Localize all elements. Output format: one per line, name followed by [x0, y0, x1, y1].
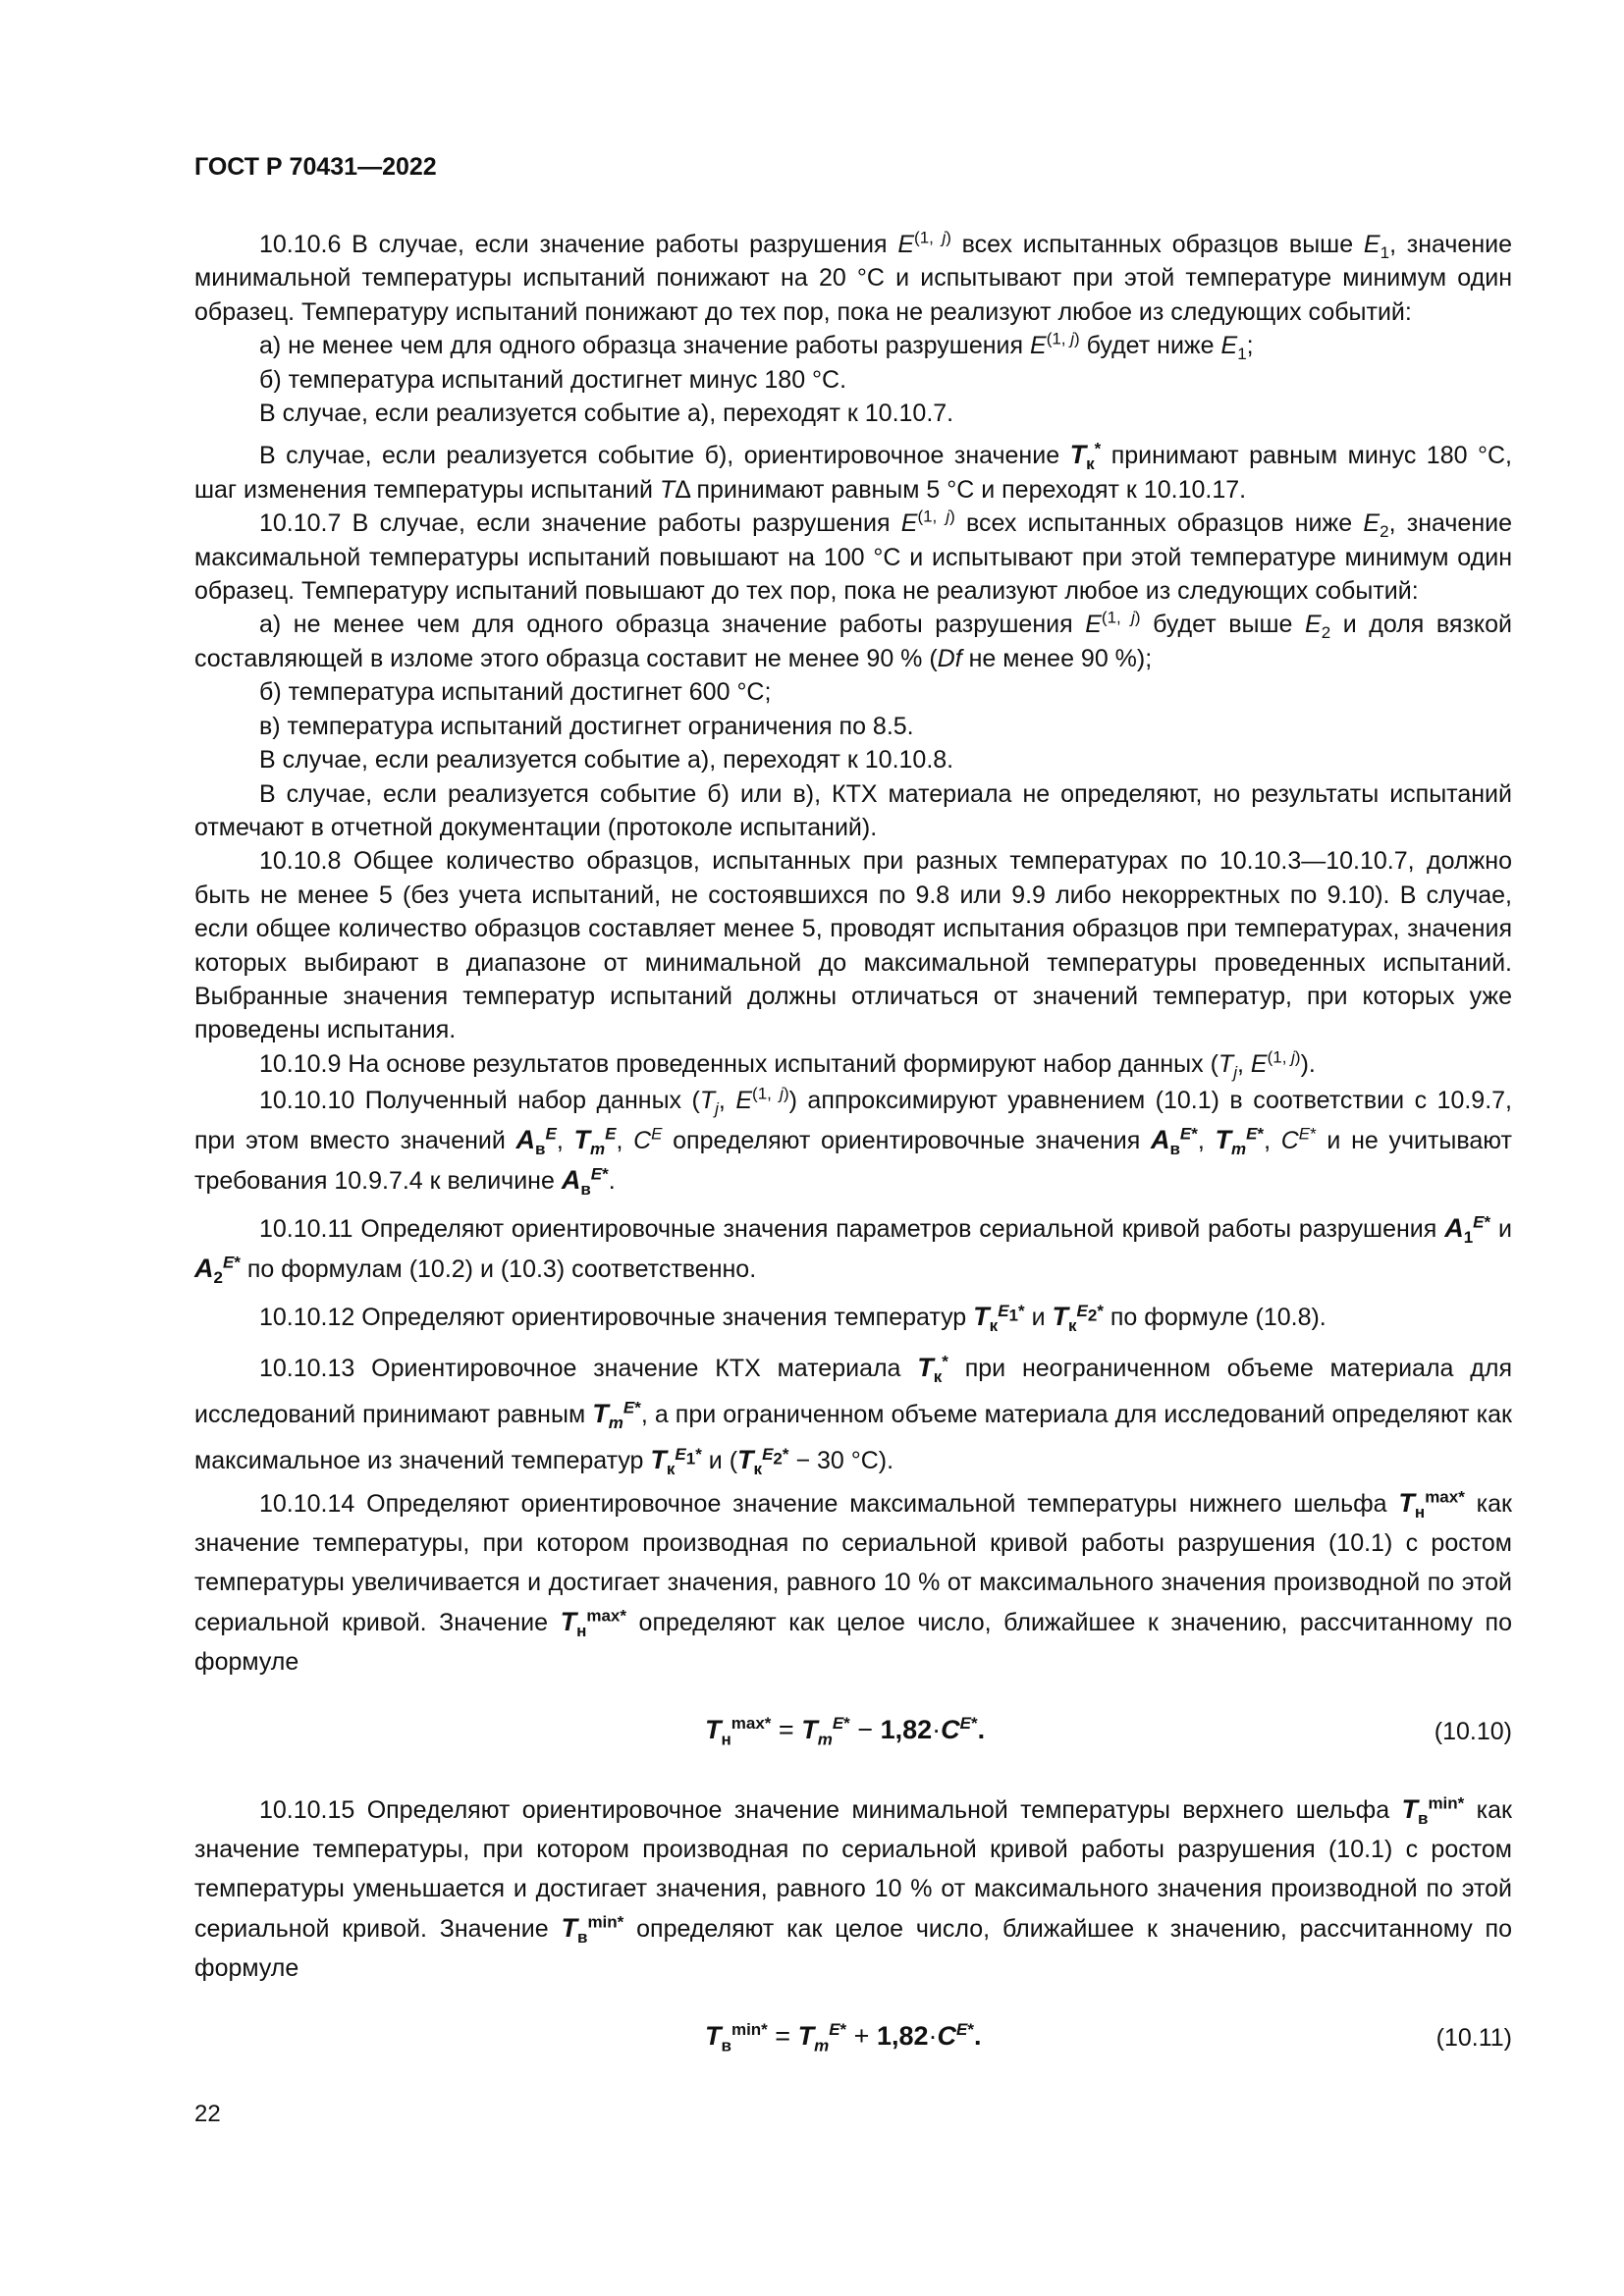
paragraph-10-10-7-a: а) не менее чем для одного образца значение работы разрушения E$^{(1, j)}$ будет выше $E_2$ и доля вязкой составляющей в изломе этого образца составит не менее 90 % (Df не менее 90 %); — [194, 609, 1512, 672]
formula-10-11 — [194, 2007, 1512, 2064]
paragraph-10-10-14: 10.10.14 Определяют ориентировочное значение максимальной температуры нижнего шельфа $T_н^{max*}$ как значение температуры, при котором производная по сериальной кривой работы разрушения (10.1) с ростом температуры увеличивается и достигает значения, равного 10 % от максимального значения производной по этой сериальной кривой. Значение $T_н^{max*}$ определяют как целое число, ближайшее к значению, рассчитанному по формуле — [194, 1487, 1512, 1677]
paragraph-10-10-6-b: б) температура испытаний достигнет минус 180 °С. — [259, 365, 847, 394]
paragraph-10-10-6-d: В случае, если реализуется событие б), ориентировочное значение $T_к^*$ принимают равным минус 180 °С, шаг изменения температуры испытаний TΔ принимают равным 5 °С и переходят к 10.10.17. — [194, 440, 1512, 504]
paragraph-10-10-7-c: в) температура испытаний достигнет ограничения по 8.5. — [259, 712, 914, 740]
document-body — [194, 228, 1512, 2096]
paragraph-10-10-6: 10.10.6 В случае, если значение работы разрушения E$^{(1, j)}$ всех испытанных образцов выше $E_1$, значение минимальной температуры испытаний понижают на 20 °С и испытывают при этой температуре минимум один образец. Температуру испытаний понижают до тех пор, пока не реализуют любое из следующих событий: — [194, 228, 1513, 326]
paragraph-10-10-10: 10.10.10 Полученный набор данных ($T_j$, E$^{(1, j)}$) аппроксимируют уравнением (10.1) в соответствии с 10.9.7, при этом вместо значений $A_в^E$, $T_m^E$, $C^E$ определяют ориентировочные значения $A_в^{E*}$, $T_m^{E*}$, $C^{E*}$ и не учитывают требования 10.9.7.4 к величине $A_в^{E*}$. — [194, 1084, 1513, 1200]
formula-number: (10.10) — [1434, 1718, 1512, 1746]
paragraph-10-10-15: 10.10.15 Определяют ориентировочное значение минимальной температуры верхнего шельфа $T_в^{min*}$ как значение температуры, при котором производная по сериальной кривой работы разрушения (10.1) с ростом температуры уменьшается и достигает значения, равного 10 % от максимального значения производной по этой сериальной кривой. Значение $T_в^{min*}$ определяют как целое число, ближайшее к значению, рассчитанному по формуле — [194, 1793, 1512, 1983]
formula-number: (10.11) — [1435, 2024, 1512, 2053]
formula-10-10 — [194, 1701, 1512, 1758]
document-header: ГОСТ Р 70431—2022 — [194, 153, 437, 181]
paragraph-10-10-6-a: а) не менее чем для одного образца значение работы разрушения E$^{(1, j)}$ будет ниже $E_1$; — [259, 329, 1254, 364]
page-number: 22 — [194, 2101, 221, 2127]
paragraph-10-10-12: 10.10.12 Определяют ориентировочные значения температур $T_к^{E_1*}$ и $T_к^{E_2*}$ по формуле (10.8). — [259, 1301, 1326, 1336]
formula-expression: $T_н^{max*} = T_m^{E*} - 1,82\cdot C^{E*}$. — [705, 1714, 986, 1749]
formula-expression: $T_в^{min*} = T_m^{E*} + 1,82\cdot C^{E*}$. — [705, 2020, 982, 2056]
paragraph-10-10-7-b: б) температура испытаний достигнет 600 °С; — [259, 678, 772, 707]
paragraph-10-10-11: 10.10.11 Определяют ориентировочные значения параметров сериальной кривой работы разрушения $A_1^{E*}$ и $A_2^{E*}$ по формулам (10.2) и (10.3) соответственно. — [194, 1212, 1512, 1288]
paragraph-10-10-6-c: В случае, если реализуется событие а), переходят к 10.10.7. — [259, 400, 954, 428]
paragraph-10-10-9: 10.10.9 На основе результатов проведенных испытаний формируют набор данных ($T_j$, E$^{(1, j)}$). — [259, 1047, 1316, 1082]
paragraph-10-10-8: 10.10.8 Общее количество образцов, испытанных при разных температурах по 10.10.3—10.10.7, должно быть не менее 5 (без учета испытаний, не состоявшихся по 9.8 или 9.9 либо некорректных по 9.10). В случае, если общее количество образцов составляет менее 5, проводят испытания образцов при температурах, значения которых выбирают в диапазоне от минимальной до максимальной температуры проведенных испытаний. Выбранные значения температур испытаний должны отличаться от значений температур, при которых уже проведены испытания. — [194, 847, 1512, 1044]
paragraph-10-10-7-d: В случае, если реализуется событие а), переходят к 10.10.8. — [259, 746, 954, 774]
paragraph-10-10-7-e: В случае, если реализуется событие б) или в), КТХ материала не определяют, но результаты испытаний отмечают в отчетной документации (протоколе испытаний). — [194, 779, 1512, 841]
paragraph-10-10-13: 10.10.13 Ориентировочное значение КТХ материала $T_к^*$ при неограниченном объеме материала для исследований принимают равным $T_m^{E*}$, а при ограниченном объеме материала для исследований определяют как максимальное из значений температур $T_к^{E_1*}$ и ($T_к^{E_2*} - 30$ °С). — [194, 1352, 1512, 1479]
paragraph-10-10-7: 10.10.7 В случае, если значение работы разрушения E$^{(1, j)}$ всех испытанных образцов ниже $E_2$, значение максимальной температуры испытаний повышают на 100 °С и испытывают при этой температуре минимум один образец. Температуру испытаний повышают до тех пор, пока не реализуют любое из следующих событий: — [194, 507, 1512, 606]
